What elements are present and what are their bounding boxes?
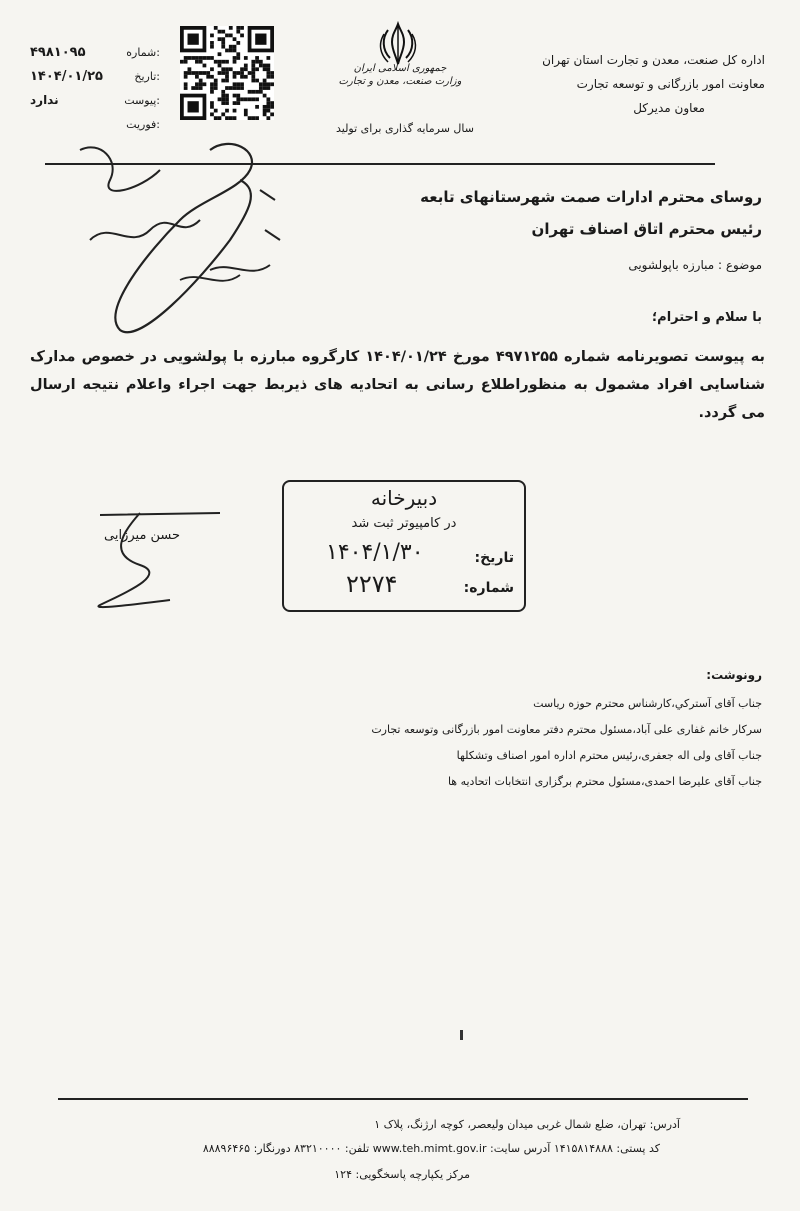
year-slogan: سال سرمایه گذاری برای تولید bbox=[335, 122, 474, 135]
gov-line-2: وزارت صنعت، معدن و تجارت bbox=[338, 76, 462, 87]
gov-title bbox=[300, 62, 500, 88]
stamp-title: دبیرخانه bbox=[370, 486, 438, 510]
meta-date-row bbox=[30, 64, 160, 88]
footer-address: آدرس: تهران، ضلع شمال غربی میدان ولیعصر، کوچه ارژنگ، پلاک ۱ bbox=[374, 1118, 680, 1131]
org-line-3: معاون مدیرکل bbox=[633, 101, 705, 115]
meta-number-row bbox=[30, 40, 160, 64]
stamp-number-value: ۲۲۷۴ bbox=[346, 570, 398, 598]
cc-item-4: جناب آقای علیرضا احمدی،مسئول محترم برگزاری انتخابات اتحادیه ها bbox=[447, 775, 762, 788]
stamp-subtitle: در کامپیوتر ثبت شد bbox=[351, 516, 457, 531]
cc-item-2: سرکار خانم غفاری علی آباد،مسئول محترم دفتر معاونت امور بازرگانی وتوسعه تجارت bbox=[371, 723, 762, 736]
letter-attachment: ندارد bbox=[30, 93, 59, 107]
stamp-number-label: شماره: bbox=[463, 580, 514, 596]
signer-name: حسن میرزایی bbox=[104, 528, 181, 543]
greeting: با سلام و احترام؛ bbox=[651, 310, 762, 325]
recipient-1: روسای محترم ادارات صمت شهرستانهای تابعه bbox=[420, 188, 762, 206]
letter-date: ۱۴۰۴/۰۱/۲۵ bbox=[30, 68, 103, 84]
letter-attachment-label: پیوست: bbox=[124, 93, 160, 107]
recipient-2: رئیس محترم اتاق اصناف تهران bbox=[531, 220, 762, 238]
qr-code bbox=[180, 26, 274, 120]
org-line-2: معاونت امور بازرگانی و توسعه تجارت bbox=[576, 77, 765, 91]
stamp-date-label: تاریخ: bbox=[474, 550, 514, 566]
stamp-date-value: ۱۴۰۴/۱/۳۰ bbox=[326, 540, 424, 565]
meta-attachment-row bbox=[30, 88, 160, 112]
letter-body: به پیوست تصویرنامه شماره ۴۹۷۱۲۵۵ مورخ ۱۴۰۴/۰۱/۲۴ کارگروه مبارزه با پولشویی در خصوص مدارک شناسایی افراد مشمول به منظوراطلاع رسانی به اتحادیه های ذیربط جهت اجراء واعلام نتیجه ارسال می گردد. bbox=[30, 349, 765, 421]
scan-mark bbox=[460, 1030, 463, 1040]
header-divider bbox=[45, 163, 715, 165]
footer-contact: کد پستی: ۱۴۱۵۸۱۴۸۸۸ آدرس سایت: www.teh.mimt.gov.ir تلفن: ۸۳۲۱۰۰۰۰ دورنگار: ۸۸۸۹۶۴۶۵ bbox=[202, 1142, 660, 1155]
cc-title: رونوشت: bbox=[706, 668, 762, 682]
secretariat-stamp bbox=[282, 480, 526, 612]
signature-mark bbox=[80, 505, 230, 615]
letter-subject: موضوع : مبارزه باپولشویی bbox=[628, 258, 762, 272]
letter-number: ۴۹۸۱۰۹۵ bbox=[30, 44, 86, 60]
letter-number-label: شماره: bbox=[126, 45, 160, 59]
cc-item-3: جناب آقای ولی اله جعفری،رئیس محترم اداره امور اصناف وتشکلها bbox=[456, 749, 762, 762]
cc-item-1: جناب آقای آستركي،کارشناس محترم حوزه رياست bbox=[533, 697, 762, 710]
letter-meta bbox=[30, 40, 160, 136]
org-header bbox=[495, 48, 765, 120]
gov-line-1: جمهوری اسلامی ایران bbox=[353, 63, 447, 74]
org-line-1: اداره کل صنعت، معدن و تجارت استان تهران bbox=[542, 53, 765, 67]
letter-urgency-label: فوریت: bbox=[126, 117, 160, 131]
footer-divider bbox=[58, 1098, 748, 1100]
letter-date-label: تاریخ: bbox=[134, 69, 160, 83]
iran-emblem-icon bbox=[376, 20, 420, 68]
footer-center: مرکز یکپارچه پاسخگویی: ۱۲۴ bbox=[334, 1168, 470, 1181]
